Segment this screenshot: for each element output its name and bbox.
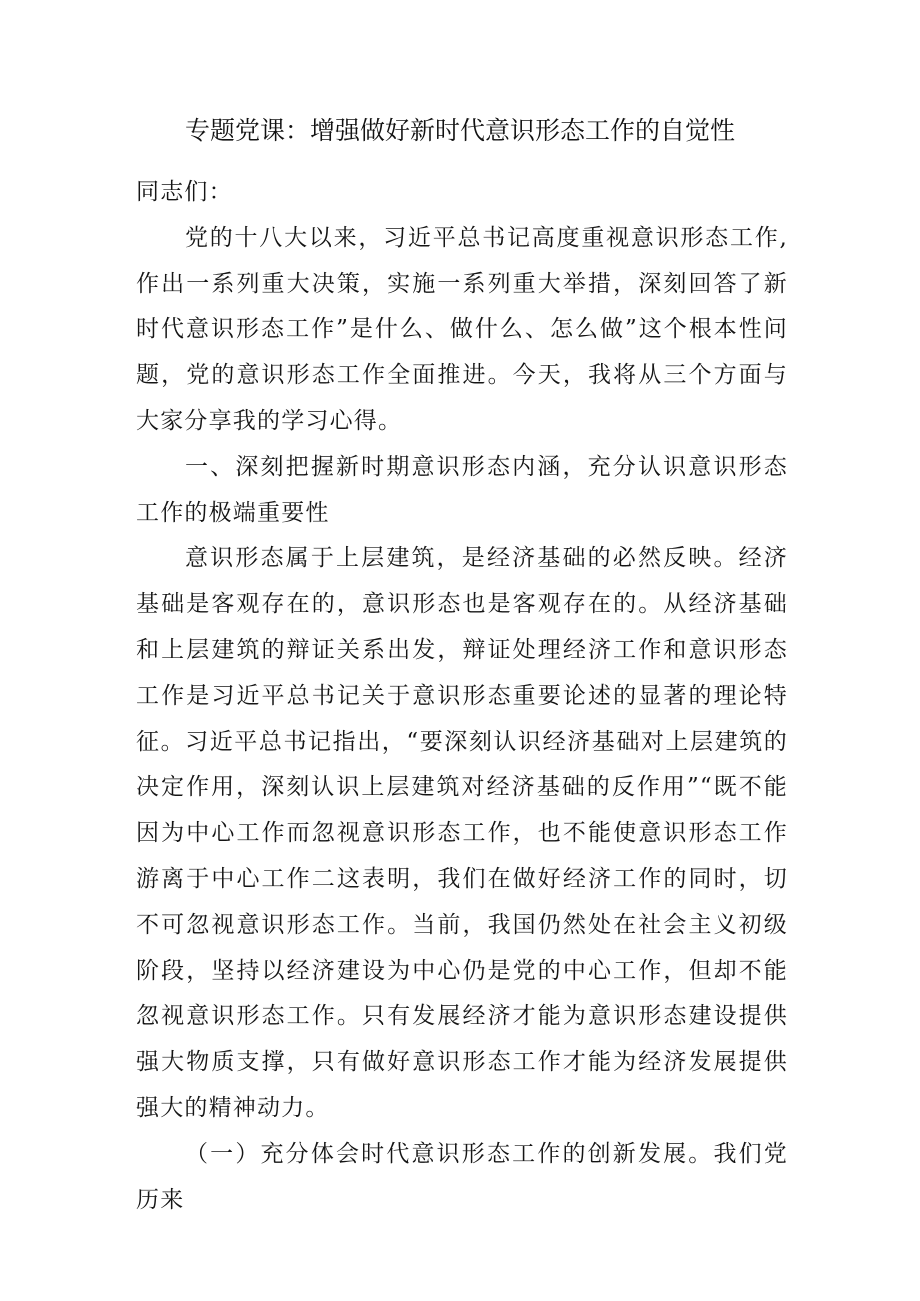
salutation: 同志们： xyxy=(136,179,233,205)
paragraph-intro: 党的十八大以来，习近平总书记高度重视意识形态工作,作出一系列重大决策，实施一系列重大举措，深刻回答了新时代意识形态工作”是什么、做什么、怎么做”这个根本性问题，党的意识形态工作全面推进。今天，我将从三个方面与大家分享我的学习心得。 xyxy=(136,224,788,434)
paragraph-ideology: 意识形态属于上层建筑，是经济基础的必然反映。经济基础是客观存在的，意识形态也是客观存在的。从经济基础和上层建筑的辩证关系出发，辩证处理经济工作和意识形态工作是习近平总书记关于意识形态重要论述的显著的理论特征。习近平总书记指出，“要深刻认识经济基础对上层建筑的决定作用，深刻认识上层建筑对经济基础的反作用”“既不能因为中心工作而忽视意识形态工作，也不能使意识形态工作游离于中心工作二这表明，我们在做好经济工作的同时，切不可忽视意识形态工作。当前，我国仍然处在社会主义初级阶段，坚持以经济建设为中心仍是党的中心工作，但却不能忽视意识形态工作。只有发展经济才能为意识形态建设提供强大物质支撑，只有做好意识形态工作才能为经济发展提供强大的精神动力。 xyxy=(136,545,788,1121)
section-heading-one: 一、深刻把握新时期意识形态内涵，充分认识意识形态工作的极端重要性 xyxy=(136,453,788,526)
document-title: 专题党课：增强做好新时代意识形态工作的自觉性 xyxy=(184,116,735,145)
paragraph-subsection-one: （一）充分体会时代意识形态工作的创新发展。我们党历来 xyxy=(136,1140,788,1213)
document-body xyxy=(136,170,788,1223)
